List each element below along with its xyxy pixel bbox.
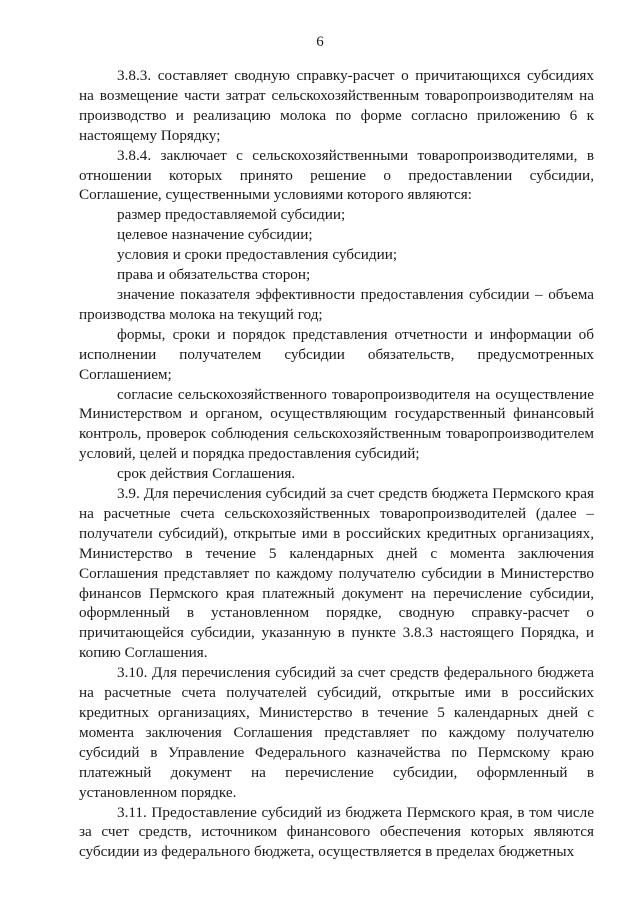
paragraph-3-8-4: 3.8.4. заключает с сельскохозяйственными товаропроизводителями, в отношении которых принято решение о предоставлении субсидии, Соглашение, существенными условиями которого являются: [79, 146, 594, 204]
condition-duration: срок действия Соглашения. [117, 465, 296, 483]
condition-rights: права и обязательства сторон; [117, 266, 311, 284]
condition-subsidy-amount: размер предоставляемой субсидии; [117, 206, 346, 224]
condition-purpose: целевое назначение субсидии; [117, 226, 313, 244]
paragraph-3-9: 3.9. Для перечисления субсидий за счет средств бюджета Пермского края на расчетные счета сельскохозяйственных товаропроизводителей (далее – получатели субсидий), открытые ими в российских кредитных организациях, Министерство в течение 5 календарных дней с момента заключения Соглашения представляет по каждому получателю субсидии в Министерство финансов Пермского края платежный документ на перечисление субсидии, оформленный в установленном порядке, сводную справку-расчет о причитающейся субсидии, указанную в пункте 3.8.3 настоящего Порядка, и копию Соглашения. [79, 485, 594, 662]
condition-reporting: формы, сроки и порядок представления отчетности и информации об исполнении получателем субсидии обязательств, предусмотренных Соглашением; [79, 325, 594, 383]
paragraph-3-10: 3.10. Для перечисления субсидий за счет средств федерального бюджета на расчетные счета получателей субсидий, открытые ими в российских кредитных организациях, Министерство в течение 5 календарных дней с момента заключения Соглашения представляет по каждому получателю субсидий в Управление Федерального казначейства по Пермскому краю платежный документ на перечисление субсидии, оформленный в установленном порядке. [79, 664, 594, 801]
paragraph-3-11: 3.11. Предоставление субсидий из бюджета Пермского края, в том числе за счет средств, источником финансового обеспечения которых являются субсидии из федерального бюджета, осуществляется в пределах бюджетных [79, 803, 594, 861]
document-body [79, 66, 594, 862]
condition-consent: согласие сельскохозяйственного товаропроизводителя на осуществление Министерством и органом, осуществляющим государственный финансовый контроль, проверок соблюдения сельскохозяйственным товаропроизводителем условий, целей и порядка предоставления субсидий; [79, 385, 594, 463]
condition-efficiency-indicator: значение показателя эффективности предоставления субсидии – объема производства молока на текущий год; [79, 285, 594, 323]
page-number: 6 [316, 34, 324, 50]
condition-terms: условия и сроки предоставления субсидии; [117, 246, 398, 264]
paragraph-3-8-3: 3.8.3. составляет сводную справку-расчет о причитающихся субсидиях на возмещение части затрат сельскохозяйственным товаропроизводителям на производство и реализацию молока по форме согласно приложению 6 к настоящему Порядку; [79, 67, 594, 144]
